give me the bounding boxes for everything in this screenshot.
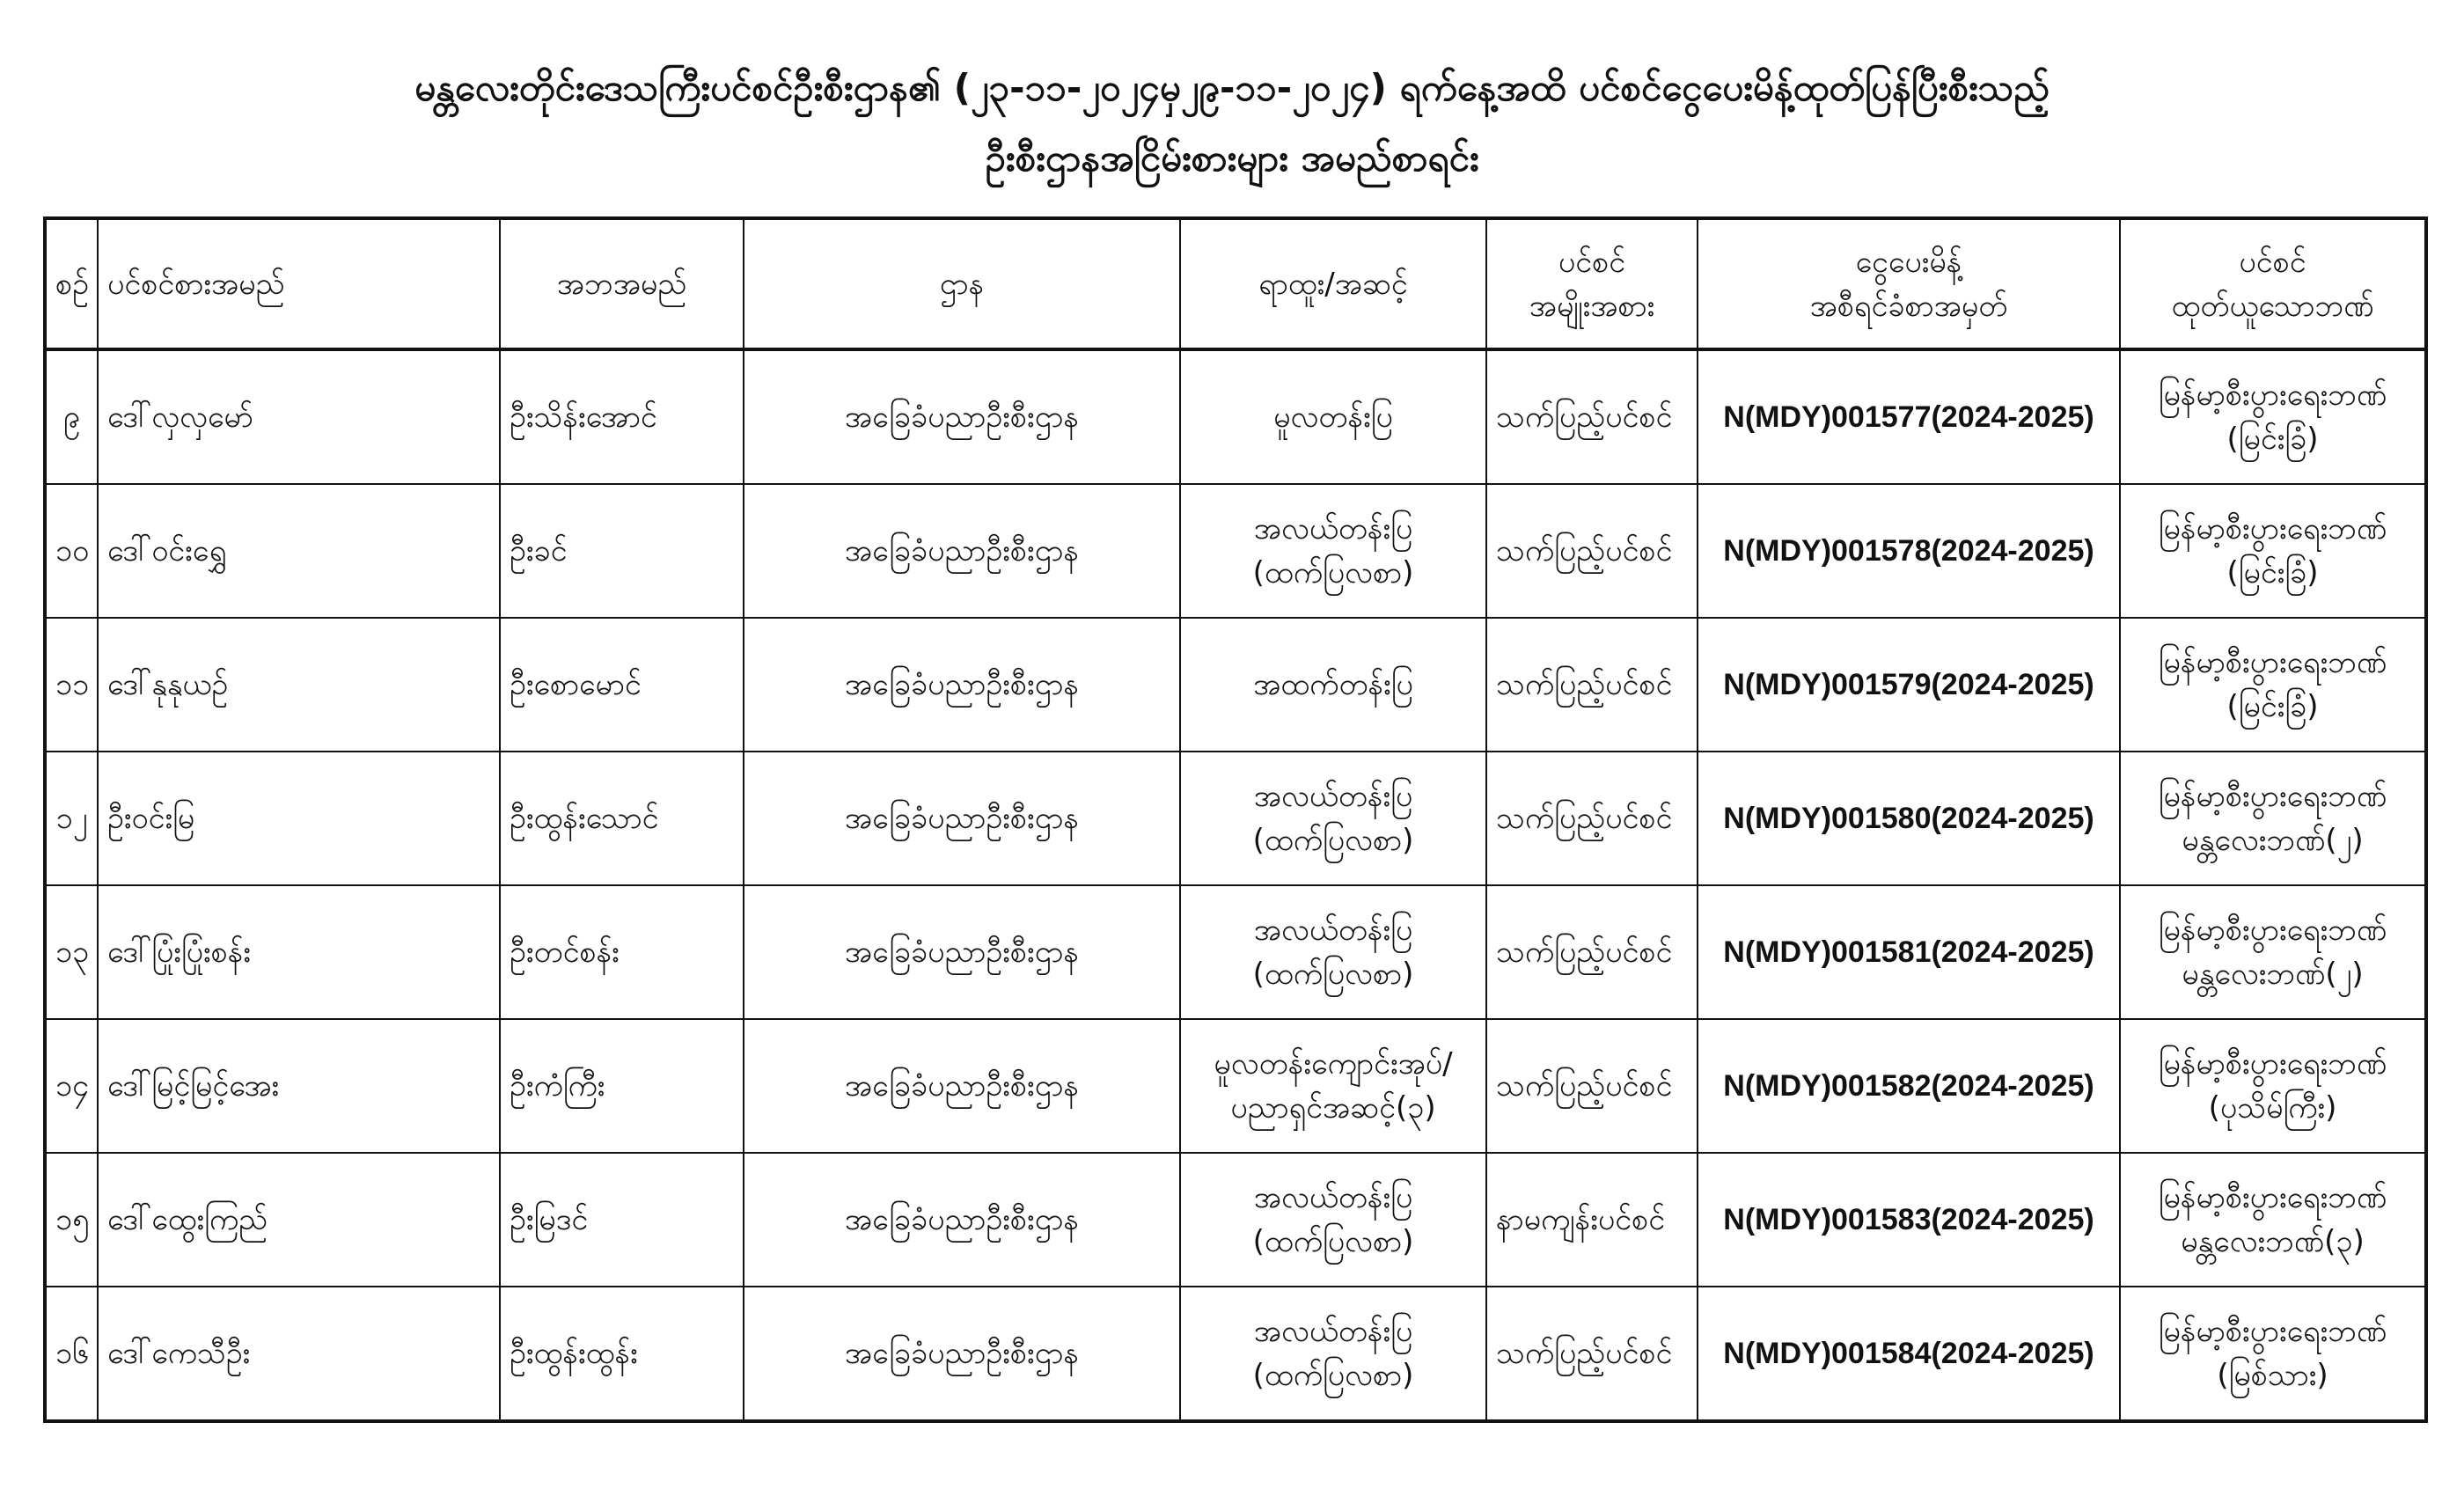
header-label: ပင်စင် bbox=[2239, 244, 2306, 280]
cell-serial: ၁၂ bbox=[45, 752, 98, 885]
cell-bank-line: မန္တလေးဘဏ်(၂) bbox=[2182, 823, 2364, 858]
document-title-line-1: မန္တလေးတိုင်းဒေသကြီးပင်စင်ဦးစီးဌာန၏ (၂၃-၁၁-၂၀၂၄မှ၂၉-၁၁-၂၀၂၄) ရက်နေ့အထိ ပင်စင်ငွေပေးမိန့်ထုတ်ပြန်ပြီးစီးသည့် bbox=[414, 66, 2050, 109]
cell-pension-type: နာမကျန်းပင်စင် bbox=[1486, 1153, 1698, 1287]
cell-pensioner-name: ဒေါ်နုနုယဉ် bbox=[98, 618, 500, 752]
cell-order-number: N(MDY)001578(2024-2025) bbox=[1698, 484, 2120, 618]
header-label: အမျိုးအစား bbox=[1529, 288, 1655, 324]
header-serial bbox=[45, 218, 98, 349]
cell-position-line: (ထက်ပြလစာ) bbox=[1252, 1358, 1414, 1393]
header-label: ထုတ်ယူသောဘဏ် bbox=[2171, 288, 2374, 324]
cell-bank-line: (မြင်းခြံ) bbox=[2226, 422, 2319, 457]
cell-bank bbox=[2120, 618, 2426, 752]
header-father-name bbox=[500, 218, 744, 349]
cell-position-line: အလယ်တန်းပြ bbox=[1253, 913, 1413, 948]
cell-father-name: ဦးကံကြီး bbox=[500, 1019, 744, 1153]
cell-bank bbox=[2120, 1287, 2426, 1421]
cell-position-line: အလယ်တန်းပြ bbox=[1253, 779, 1413, 814]
table-body bbox=[45, 349, 2426, 1421]
table-header-row bbox=[45, 218, 2426, 349]
cell-position bbox=[1180, 484, 1486, 618]
header-label: ဌာန bbox=[939, 266, 985, 302]
cell-pension-type: သက်ပြည့်ပင်စင် bbox=[1486, 885, 1698, 1019]
cell-position bbox=[1180, 885, 1486, 1019]
cell-position-line: အလယ်တန်းပြ bbox=[1253, 1314, 1413, 1349]
table-row bbox=[45, 885, 2426, 1019]
cell-department: အခြေခံပညာဦးစီးဌာန bbox=[744, 885, 1180, 1019]
cell-position bbox=[1180, 1153, 1486, 1287]
cell-serial: ၁၆ bbox=[45, 1287, 98, 1421]
header-bank bbox=[2120, 218, 2426, 349]
cell-position bbox=[1180, 349, 1486, 484]
cell-bank-line: မန္တလေးဘဏ်(၃) bbox=[2181, 1224, 2365, 1259]
table-row bbox=[45, 1287, 2426, 1421]
cell-department: အခြေခံပညာဦးစီးဌာန bbox=[744, 618, 1180, 752]
cell-department: အခြေခံပညာဦးစီးဌာန bbox=[744, 484, 1180, 618]
cell-pension-type: သက်ပြည့်ပင်စင် bbox=[1486, 484, 1698, 618]
cell-bank-line: (မြင်းခြံ) bbox=[2226, 689, 2319, 724]
cell-bank bbox=[2120, 1153, 2426, 1287]
cell-bank bbox=[2120, 885, 2426, 1019]
cell-position-line: အထက်တန်းပြ bbox=[1253, 667, 1413, 702]
header-order-number bbox=[1698, 218, 2120, 349]
cell-serial: ၁၄ bbox=[45, 1019, 98, 1153]
cell-bank-line: မန္တလေးဘဏ်(၂) bbox=[2182, 957, 2364, 992]
cell-position-line: မူလတန်းပြ bbox=[1273, 400, 1393, 435]
cell-department: အခြေခံပညာဦးစီးဌာန bbox=[744, 1153, 1180, 1287]
cell-position bbox=[1180, 618, 1486, 752]
cell-bank bbox=[2120, 484, 2426, 618]
cell-order-number: N(MDY)001581(2024-2025) bbox=[1698, 885, 2120, 1019]
cell-serial: ၁၅ bbox=[45, 1153, 98, 1287]
header-label: အဘအမည် bbox=[556, 266, 687, 302]
header-pension-type bbox=[1486, 218, 1698, 349]
cell-pensioner-name: ဒေါ်ထွေးကြည် bbox=[98, 1153, 500, 1287]
cell-order-number: N(MDY)001583(2024-2025) bbox=[1698, 1153, 2120, 1287]
cell-department: အခြေခံပညာဦးစီးဌာန bbox=[744, 349, 1180, 484]
cell-pension-type: သက်ပြည့်ပင်စင် bbox=[1486, 618, 1698, 752]
cell-position-line: ပညာရှင်အဆင့်(၃) bbox=[1230, 1090, 1436, 1126]
cell-father-name: ဦးထွန်းသောင် bbox=[500, 752, 744, 885]
cell-bank-line: မြန်မာ့စီးပွားရေးဘဏ် bbox=[2158, 1314, 2387, 1349]
cell-bank-line: (ပုသိမ်ကြီး) bbox=[2208, 1090, 2337, 1126]
cell-pension-type: သက်ပြည့်ပင်စင် bbox=[1486, 752, 1698, 885]
cell-father-name: ဦးမြဒင် bbox=[500, 1153, 744, 1287]
cell-position-line: မူလတန်းကျောင်းအုပ်/ bbox=[1214, 1046, 1453, 1082]
cell-serial: ၁၁ bbox=[45, 618, 98, 752]
table-row bbox=[45, 484, 2426, 618]
cell-father-name: ဦးသိန်းအောင် bbox=[500, 349, 744, 484]
cell-pensioner-name: ဦးဝင်းမြ bbox=[98, 752, 500, 885]
cell-serial: ၉ bbox=[45, 349, 98, 484]
cell-bank-line: မြန်မာ့စီးပွားရေးဘဏ် bbox=[2158, 511, 2387, 546]
cell-position bbox=[1180, 1287, 1486, 1421]
cell-pensioner-name: ဒေါ်လှလှမော် bbox=[98, 349, 500, 484]
table-row bbox=[45, 618, 2426, 752]
cell-position-line: အလယ်တန်းပြ bbox=[1253, 1180, 1413, 1215]
cell-pension-type: သက်ပြည့်ပင်စင် bbox=[1486, 1019, 1698, 1153]
table-row bbox=[45, 752, 2426, 885]
header-label: ငွေပေးမိန့် bbox=[1855, 244, 1962, 280]
cell-bank-line: မြန်မာ့စီးပွားရေးဘဏ် bbox=[2158, 645, 2387, 680]
cell-order-number: N(MDY)001584(2024-2025) bbox=[1698, 1287, 2120, 1421]
cell-pensioner-name: ဒေါ်ဝင်းရွှေ bbox=[98, 484, 500, 618]
cell-pension-type: သက်ပြည့်ပင်စင် bbox=[1486, 349, 1698, 484]
cell-position-line: (ထက်ပြလစာ) bbox=[1252, 1224, 1414, 1259]
table-row bbox=[45, 1153, 2426, 1287]
cell-department: အခြေခံပညာဦးစီးဌာန bbox=[744, 1019, 1180, 1153]
table-row bbox=[45, 349, 2426, 484]
cell-bank-line: မြန်မာ့စီးပွားရေးဘဏ် bbox=[2158, 1180, 2387, 1215]
cell-pension-type: သက်ပြည့်ပင်စင် bbox=[1486, 1287, 1698, 1421]
cell-father-name: ဦးခင် bbox=[500, 484, 744, 618]
cell-position bbox=[1180, 1019, 1486, 1153]
header-pensioner-name bbox=[98, 218, 500, 349]
cell-pensioner-name: ဒေါ်ကေသီဦး bbox=[98, 1287, 500, 1421]
cell-position-line: (ထက်ပြလစာ) bbox=[1252, 823, 1414, 858]
cell-department: အခြေခံပညာဦးစီးဌာန bbox=[744, 1287, 1180, 1421]
cell-bank-line: (မြင်းခြံ) bbox=[2226, 555, 2319, 590]
table-row bbox=[45, 1019, 2426, 1153]
cell-order-number: N(MDY)001579(2024-2025) bbox=[1698, 618, 2120, 752]
pension-list-table bbox=[43, 216, 2428, 1423]
cell-father-name: ဦးတင်စန်း bbox=[500, 885, 744, 1019]
cell-bank-line: မြန်မာ့စီးပွားရေးဘဏ် bbox=[2158, 779, 2387, 814]
cell-position-line: အလယ်တန်းပြ bbox=[1253, 511, 1413, 546]
cell-bank-line: မြန်မာ့စီးပွားရေးဘဏ် bbox=[2158, 913, 2387, 948]
cell-department: အခြေခံပညာဦးစီးဌာန bbox=[744, 752, 1180, 885]
cell-position bbox=[1180, 752, 1486, 885]
cell-serial: ၁၀ bbox=[45, 484, 98, 618]
cell-father-name: ဦးထွန်းထွန်း bbox=[500, 1287, 744, 1421]
cell-father-name: ဦးစောမောင် bbox=[500, 618, 744, 752]
header-label: ပင်စင်စားအမည် bbox=[107, 266, 285, 302]
cell-bank-line: မြန်မာ့စီးပွားရေးဘဏ် bbox=[2158, 378, 2387, 413]
header-label: ရာထူး/အဆင့် bbox=[1258, 266, 1408, 302]
cell-order-number: N(MDY)001582(2024-2025) bbox=[1698, 1019, 2120, 1153]
cell-position-line: (ထက်ပြလစာ) bbox=[1252, 555, 1414, 590]
cell-order-number: N(MDY)001577(2024-2025) bbox=[1698, 349, 2120, 484]
header-label: အစီရင်ခံစာအမှတ် bbox=[1809, 288, 2008, 324]
header-label: ပင်စင် bbox=[1558, 244, 1626, 280]
cell-bank-line: မြန်မာ့စီးပွားရေးဘဏ် bbox=[2158, 1046, 2387, 1082]
cell-bank bbox=[2120, 1019, 2426, 1153]
cell-position-line: (ထက်ပြလစာ) bbox=[1252, 957, 1414, 992]
cell-pensioner-name: ဒေါ်မြင့်မြင့်အေး bbox=[98, 1019, 500, 1153]
cell-serial: ၁၃ bbox=[45, 885, 98, 1019]
header-department bbox=[744, 218, 1180, 349]
document-title-line-2: ဦးစီးဌာနအငြိမ်းစားများ အမည်စာရင်း bbox=[985, 136, 1479, 180]
cell-pensioner-name: ဒေါ်ပြုံးပြုံးစန်း bbox=[98, 885, 500, 1019]
header-position bbox=[1180, 218, 1486, 349]
cell-bank bbox=[2120, 349, 2426, 484]
cell-bank-line: (မြစ်သား) bbox=[2217, 1358, 2328, 1393]
cell-order-number: N(MDY)001580(2024-2025) bbox=[1698, 752, 2120, 885]
header-label: စဉ် bbox=[55, 266, 89, 302]
cell-bank bbox=[2120, 752, 2426, 885]
